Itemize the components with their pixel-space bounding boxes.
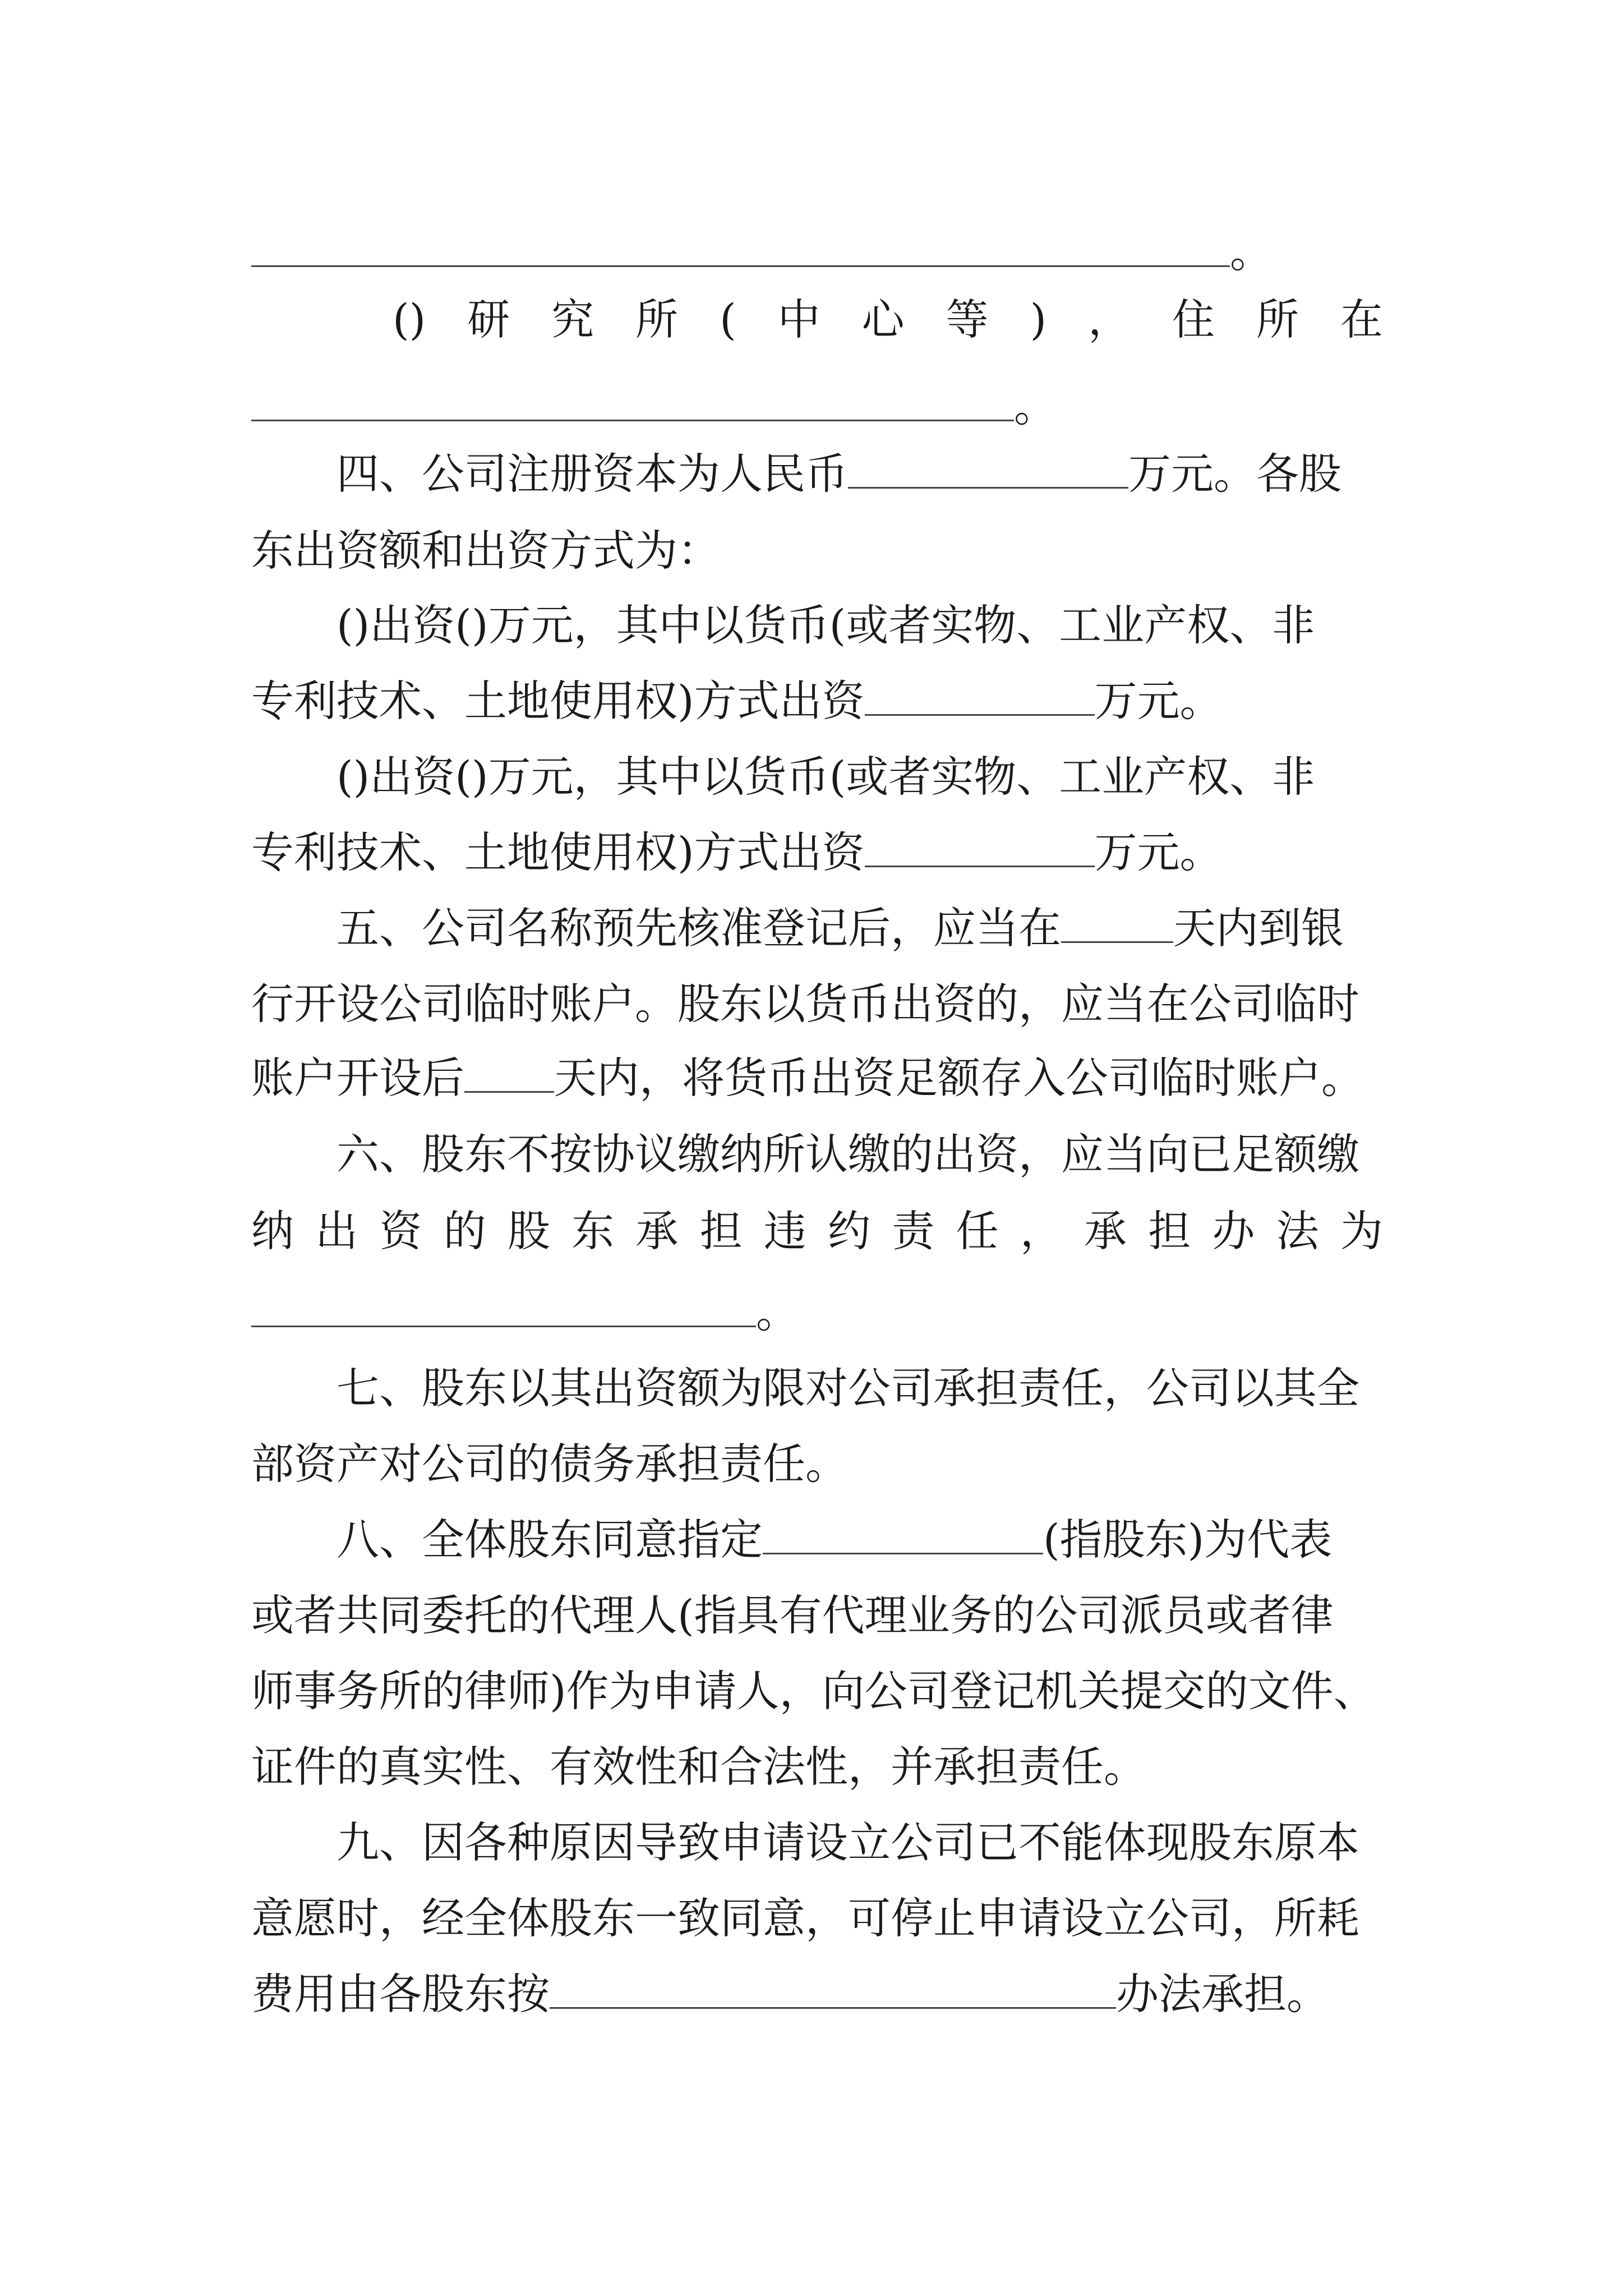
char: 纳 [251,1206,294,1256]
line-19 [251,1588,1383,1644]
line-24 [251,1966,1383,2022]
line-10 [336,900,1383,956]
char: 资 [379,1206,422,1256]
line-5 [251,523,1383,579]
fill-blank [550,1973,1116,2009]
char: 住 [1172,295,1215,344]
char: 的 [443,1206,486,1256]
char: 等 [946,295,989,344]
fill-blank [251,386,1014,421]
line-18 [336,1512,1383,1568]
period: 。 [1014,381,1057,431]
char: 为 [1340,1206,1383,1256]
text: 部资产对公司的债务承担责任。 [251,1439,848,1489]
text: 行开设公司临时账户。股东以货币出资的，应当在公司临时 [251,979,1359,1029]
char: 承 [635,1206,679,1256]
text: 九、因各种原因导致申请设立公司已不能体现股东原本 [336,1818,1359,1867]
text: 天内到银 [1173,903,1344,953]
char: 担 [699,1206,743,1256]
line-16 [336,1360,1383,1416]
line-1 [251,224,1383,280]
fill-blank [464,1057,554,1093]
char: 法 [1276,1206,1319,1256]
char: () [393,295,426,344]
text: 费用由各股东按 [251,1969,550,2019]
char: 股 [507,1206,550,1256]
institute-address-line [393,292,1383,348]
line-20 [251,1663,1383,1719]
char: 任 [956,1206,999,1256]
text: ()出资()万元，其中以货币(或者实物、工业产权、非 [336,752,1315,802]
char: 责 [892,1206,935,1256]
char: 研 [467,295,510,344]
char: ( [720,295,736,344]
line-21 [251,1739,1383,1795]
text: 账户开设后 [251,1053,464,1103]
line-6 [336,597,1383,654]
text: ()出资()万元，其中以货币(或者实物、工业产权、非 [336,600,1315,650]
text: 东出资额和出资方式为： [251,526,720,576]
line-8 [336,749,1383,805]
char: 出 [315,1206,358,1256]
text: 专利技术、土地使用权)方式出资 [251,676,865,726]
fill-blank [763,1519,1043,1554]
fill-blank [251,232,1230,267]
liability-line [251,1203,1383,1259]
text: 办法承担。 [1116,1969,1329,2019]
text: 万元。 [1094,827,1223,877]
text: 或者共同委托的代理人(指具有代理业务的公司派员或者律 [251,1590,1334,1640]
text: (指股东)为代表 [1043,1515,1332,1565]
line-7 [251,673,1383,729]
fill-blank [865,832,1095,867]
char: 违 [763,1206,806,1256]
line-3 [251,379,1383,435]
text: 八、全体股东同意指定 [336,1515,763,1565]
char: 心 [861,295,905,344]
char: 东 [571,1206,615,1256]
char: 所 [635,295,679,344]
char: ) [1030,295,1047,344]
line-2 [393,292,1383,348]
line-23 [251,1890,1383,1947]
line-15 [251,1285,1383,1341]
fill-blank [865,680,1095,716]
line-22 [336,1815,1383,1871]
line-9 [251,825,1383,881]
char: 承 [1084,1206,1127,1256]
text: 六、股东不按协议缴纳所认缴的出资，应当向已足额缴 [336,1129,1359,1179]
line-14 [251,1203,1383,1259]
char: 在 [1340,295,1383,344]
text: 五、公司名称预先核准登记后，应当在 [336,903,1061,953]
char: 办 [1212,1206,1255,1256]
char: 担 [1148,1206,1191,1256]
char: 中 [777,295,820,344]
text: 意愿时，经全体股东一致同意，可停止申请设立公司，所耗 [251,1893,1359,1943]
clause-4-text: 四、公司注册资本为人民币 [336,449,848,499]
period: 。 [756,1287,799,1337]
clause-4-text-cont: 万元。各股 [1128,449,1341,499]
char: 所 [1256,295,1299,344]
text: 专利技术、土地使用权)方式出资 [251,827,865,877]
line-17 [251,1436,1383,1492]
text: 证件的真实性、有效性和合法性，并承担责任。 [251,1742,1146,1792]
char: ， [1088,295,1131,344]
line-12 [251,1050,1383,1106]
char: 约 [828,1206,871,1256]
line-4 [336,446,1383,502]
fill-blank [251,1292,756,1327]
fill-blank [848,453,1128,489]
line-11 [251,976,1383,1032]
line-13 [336,1126,1383,1182]
char: 究 [551,295,594,344]
period: 。 [1230,227,1272,277]
char: ， [1020,1206,1063,1256]
text: 天内，将货币出资足额存入公司临时账户。 [554,1053,1364,1103]
text: 万元。 [1094,676,1223,726]
text: 七、股东以其出资额为限对公司承担责任，公司以其全 [336,1363,1359,1413]
text: 师事务所的律师)作为申请人，向公司登记机关提交的文件、 [251,1666,1376,1716]
fill-blank [1061,908,1173,943]
